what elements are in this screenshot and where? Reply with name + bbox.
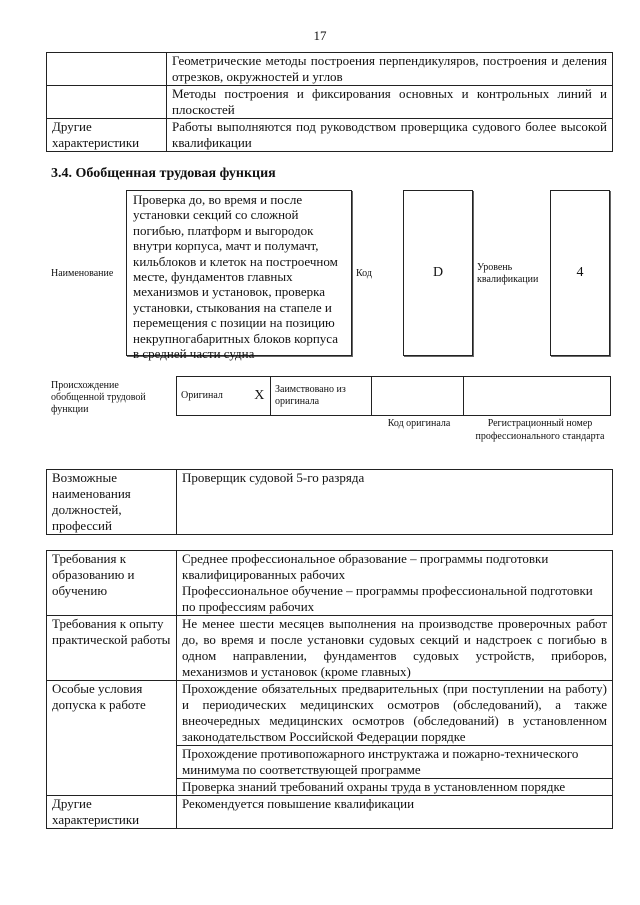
code-value: D	[432, 265, 444, 280]
borrowed-label: Заимствовано из оригинала	[271, 377, 372, 416]
table-row	[47, 470, 613, 535]
table-row	[47, 86, 613, 119]
code-box	[403, 190, 473, 356]
requirement-label: Другие характеристики	[47, 796, 177, 829]
requirement-label: Требования к образованию и обучению	[47, 551, 177, 616]
section-heading: 3.4. Обобщенная трудовая функция	[51, 166, 276, 181]
row-label: Другие характеристики	[47, 119, 167, 152]
table-row	[47, 551, 613, 584]
requirement-item: Профессиональное обучение – программы профессиональной подготовки по профессиям рабочих	[177, 583, 613, 616]
original-code-cell	[372, 377, 464, 416]
function-name-text: Проверка до, во время и после установки секций со сложной погибью, платформ и выгородок внутри корпуса, мачт и полумачт, кильблоков и клеток на построечном месте, фундаментов главных механизмов и установок, проверка установки, стыкования на стапеле и перемещения с позиции на позицию некрупногабаритных блоков корпуса в средней части судна	[133, 192, 338, 362]
registration-number-cell	[464, 377, 611, 416]
original-label: Оригинал	[177, 377, 249, 416]
code-caption: Код оригинала	[387, 418, 451, 429]
level-box	[550, 190, 610, 356]
positions-value: Проверщик судовой 5-го разряда	[177, 470, 613, 535]
requirement-item: Прохождение противопожарного инструктажа и пожарно-технического минимума по соответствующей программе	[177, 746, 613, 779]
code-label: Код	[356, 268, 372, 279]
table-row	[177, 377, 611, 416]
page-number: 17	[313, 28, 327, 43]
positions-label: Возможные наименования должностей, профессий	[47, 470, 177, 535]
requirement-item: Рекомендуется повышение квалификации	[177, 796, 613, 829]
row-label	[47, 53, 167, 86]
name-label: Наименование	[51, 268, 114, 279]
level-label: Уровень квалификации	[477, 262, 539, 285]
table-row	[47, 681, 613, 746]
requirement-item: Проверка знаний требований охраны труда в установленном порядке	[177, 779, 613, 796]
table-row	[47, 53, 613, 86]
row-text: Геометрические методы построения перпендикуляров, построения и деления отрезков, окружностей и углов	[167, 53, 613, 86]
requirement-item: Среднее профессиональное образование – программы подготовки квалифицированных рабочих	[177, 551, 613, 584]
original-mark: X	[249, 377, 271, 416]
positions-table	[46, 469, 613, 535]
requirement-item: Прохождение обязательных предварительных (при поступлении на работу) и периодических медицинских осмотров (обследований), а также внеочередных медицинских осмотров (обследований) в установленном законодательством Российской Федерации порядке	[177, 681, 613, 746]
level-value: 4	[576, 265, 584, 280]
table-row	[47, 616, 613, 681]
reg-caption: Регистрационный номер профессионального стандарта	[475, 418, 605, 442]
function-name-box	[126, 190, 352, 362]
requirements-table	[46, 550, 613, 829]
origin-label: Происхождение обобщенной трудовой функции	[51, 380, 146, 415]
table-row	[47, 119, 613, 152]
requirement-label: Особые условия допуска к работе	[47, 681, 177, 796]
row-text: Работы выполняются под руководством проверщика судового более высокой квалификации	[167, 119, 613, 152]
row-label	[47, 86, 167, 119]
origin-table	[176, 376, 611, 416]
top-table	[46, 52, 613, 152]
requirement-label: Требования к опыту практической работы	[47, 616, 177, 681]
requirement-item: Не менее шести месяцев выполнения на производстве проверочных работ до, во время и после установки судовых секций и надстроек с погибью в одном направлении, фундаментов судовых устройств, приборов, механизмов и установок (кроме главных)	[177, 616, 613, 681]
row-text: Методы построения и фиксирования основных и контрольных линий и плоскостей	[167, 86, 613, 119]
table-row	[47, 796, 613, 829]
